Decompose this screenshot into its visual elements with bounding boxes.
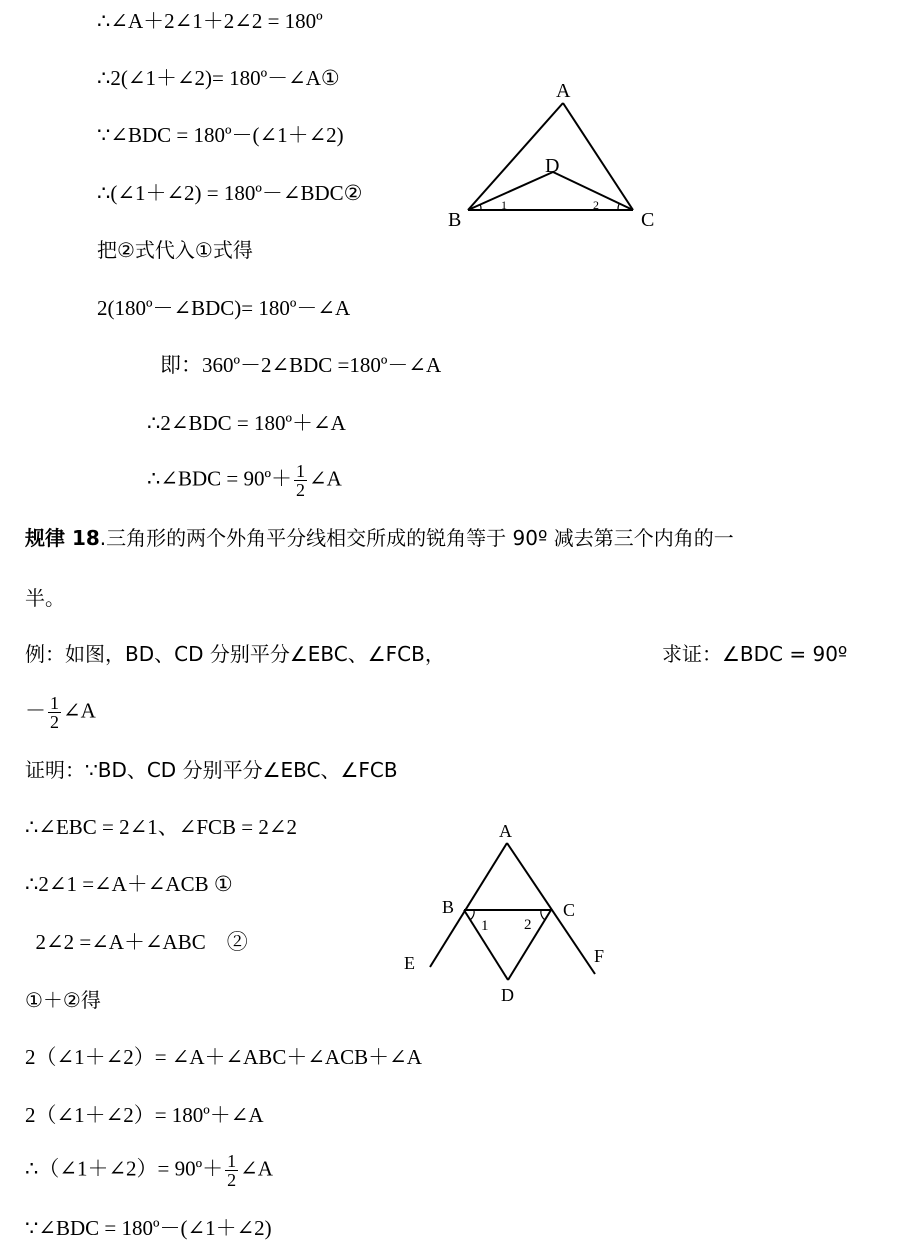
angle-2-arc [541, 910, 545, 920]
triangle-figure-1 [440, 75, 670, 240]
label-d: D [501, 985, 514, 1005]
line-a-f [507, 843, 595, 974]
proof2-line-4: 2∠2 =∠A＋∠ABC ② [25, 930, 248, 954]
proof-line-8: ∴2∠BDC = 180º＋∠A [147, 411, 346, 435]
fraction-numerator: 1 [50, 693, 59, 713]
fraction-denominator: 2 [50, 712, 59, 732]
proof2-line-1: 证明：∵BD、CD 分别平分∠EBC、∠FCB [25, 758, 398, 782]
fraction-numerator: 1 [296, 461, 305, 481]
triangle-figure-2 [395, 815, 620, 1010]
frac-line-post: ∠A [309, 466, 342, 491]
frac-line-post: ∠A [240, 1156, 273, 1181]
fraction [225, 1152, 238, 1189]
label-e: E [404, 953, 415, 973]
label-b: B [448, 209, 462, 231]
label-c: C [641, 209, 655, 231]
label-b: B [442, 897, 455, 917]
proof2-line-8 [25, 1152, 273, 1189]
fraction-denominator: 2 [227, 1170, 237, 1190]
label-c: C [563, 900, 576, 920]
proof-line-3: ∵∠BDC = 180º－(∠1＋∠2) [97, 123, 344, 147]
example-given: 例：如图，BD、CD 分别平分∠EBC、∠FCB， [25, 642, 445, 666]
proof-line-4: ∴(∠1＋∠2) = 180º－∠BDC② [97, 181, 363, 205]
proof-line-2: ∴2(∠1＋∠2)= 180º－∠A① [97, 66, 340, 90]
label-angle-2: 2 [524, 917, 532, 933]
proof-line-9 [147, 462, 342, 499]
rule-statement [25, 523, 734, 553]
fraction [294, 462, 307, 499]
proof-line-5: 把②式代入①式得 [97, 238, 253, 262]
proof2-line-3: ∴2∠1 =∠A＋∠ACB ① [25, 872, 233, 896]
label-angle-1: 1 [481, 918, 489, 934]
angle-1-arc [470, 910, 474, 920]
label-angle-1: 1 [501, 198, 507, 212]
proof-line-7: 即：360º－2∠BDC =180º－∠A [160, 353, 442, 377]
label-a: A [556, 80, 571, 102]
proof-line-6: 2(180º－∠BDC)= 180º－∠A [97, 296, 351, 320]
frac-line-pre: ∴（∠1＋∠2）= 90º＋ [25, 1156, 224, 1181]
proof-line-1: ∴∠A＋2∠1＋2∠2 = 180º [97, 9, 323, 33]
fraction [48, 694, 61, 731]
label-d: D [545, 155, 560, 177]
fraction-denominator: 2 [296, 480, 305, 500]
frac-line-post: ∠A [63, 698, 96, 723]
label-a: A [499, 821, 512, 841]
example-to-prove-cont [25, 694, 96, 731]
rule-statement-cont: 半。 [25, 586, 65, 610]
rule-text: .三角形的两个外角平分线相交所成的锐角等于 90º 减去第三个内角的一 [99, 526, 734, 550]
fraction-numerator: 1 [227, 1151, 237, 1171]
proof2-line-5: ①＋②得 [25, 988, 101, 1012]
label-f: F [594, 946, 605, 966]
example-to-prove: 求证：∠BDC = 90º [662, 642, 848, 666]
proof2-line-9: ∵∠BDC = 180º－(∠1＋∠2) [25, 1216, 272, 1240]
frac-line-pre: ∴∠BDC = 90º＋ [147, 466, 292, 491]
frac-line-pre: － [25, 698, 46, 723]
proof2-line-2: ∴∠EBC = 2∠1、∠FCB = 2∠2 [25, 815, 297, 839]
rule-number: 规律 18 [25, 526, 100, 550]
label-angle-2: 2 [593, 198, 599, 212]
proof2-line-7: 2（∠1＋∠2）= 180º＋∠A [25, 1103, 264, 1127]
proof2-line-6: 2（∠1＋∠2）= ∠A＋∠ABC＋∠ACB＋∠A [25, 1045, 422, 1069]
